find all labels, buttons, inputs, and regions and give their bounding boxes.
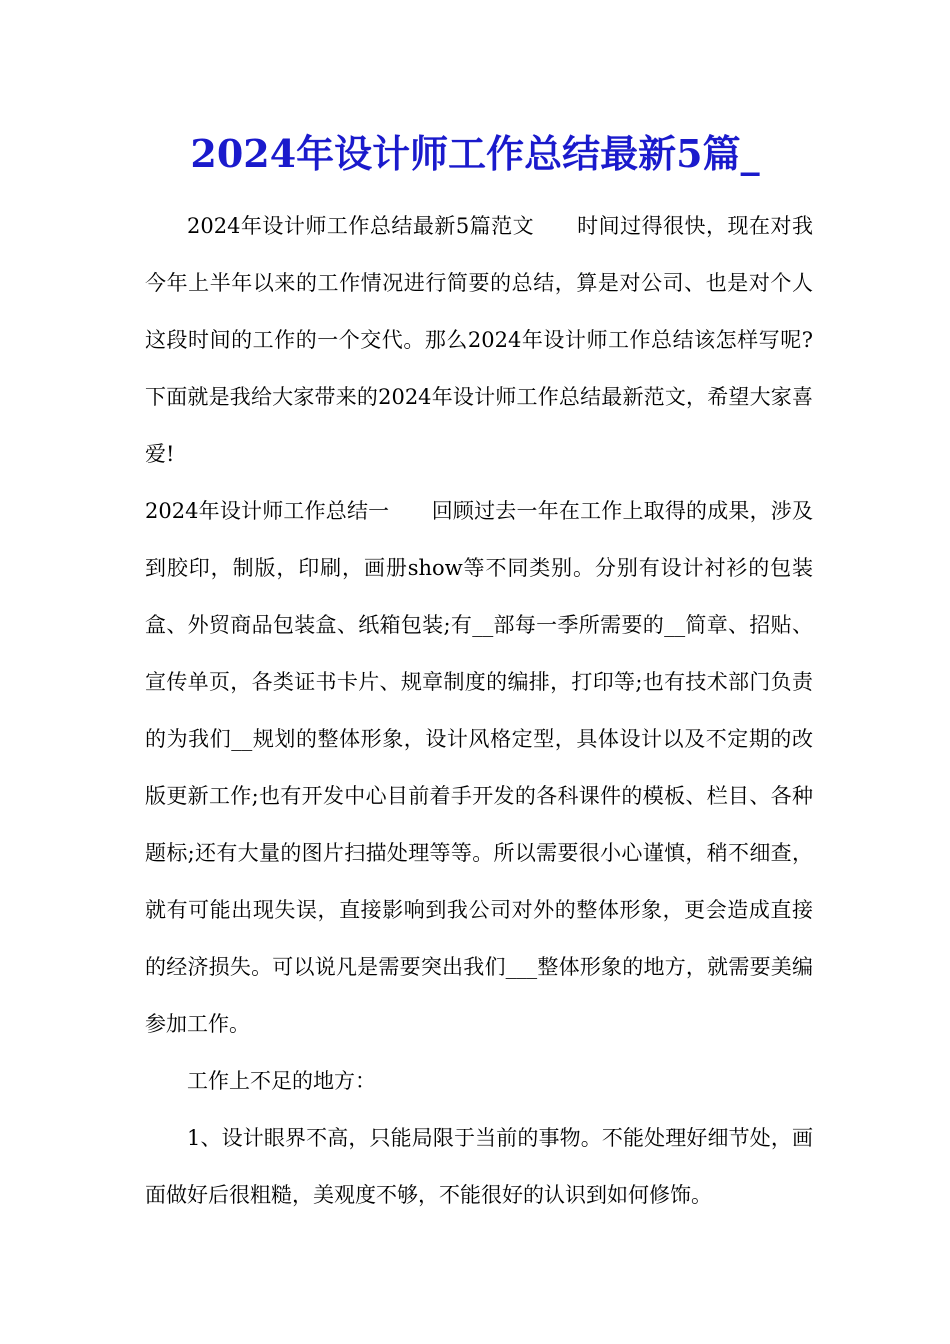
shortcoming-item-1: 1、设计眼界不高，只能局限于当前的事物。不能处理好细节处，画面做好后很粗糙，美观度不够，不能很好的认识到如何修饰。 xyxy=(145,1126,813,1207)
intro-paragraph: 2024年设计师工作总结最新5篇范文 时间过得很快，现在对我今年上半年以来的工作情况进行简要的总结，算是对公司、也是对个人这段时间的工作的一个交代。那么2024年设计师工作总结该怎样写呢?下面就是我给大家带来的2024年设计师工作总结最新范文，希望大家喜爱! xyxy=(145,214,813,466)
shortcomings-heading: 工作上不足的地方： xyxy=(187,1069,376,1093)
document-body xyxy=(145,198,813,1224)
section-one-paragraph: 2024年设计师工作总结一 回顾过去一年在工作上取得的成果，涉及到胶印，制版，印刷，画册show等不同类别。分别有设计衬衫的包装盒、外贸商品包装盒、纸箱包装;有__部每一季所需要的__简章、招贴、宣传单页，各类证书卡片、规章制度的编排，打印等;也有技术部门负责的为我们__规划的整体形象，设计风格定型，具体设计以及不定期的改版更新工作;也有开发中心目前着手开发的各科课件的模板、栏目、各种题标;还有大量的图片扫描处理等等。所以需要很小心谨慎，稍不细查，就有可能出现失误，直接影响到我公司对外的整体形象，更会造成直接的经济损失。可以说凡是需要突出我们___整体形象的地方，就需要美编参加工作。 xyxy=(145,499,813,1036)
document-title: 2024年设计师工作总结最新5篇_ xyxy=(190,131,760,176)
